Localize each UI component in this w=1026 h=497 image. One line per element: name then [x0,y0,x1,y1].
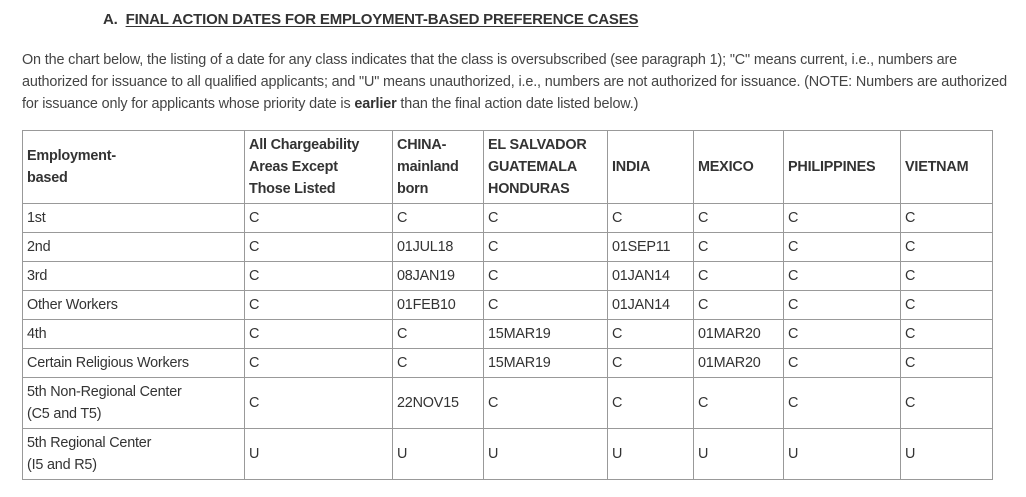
table-cell: C [694,378,784,429]
table-cell: C [245,349,393,378]
table-header-row [23,131,993,204]
table-cell: C [393,320,484,349]
header-mexico: MEXICO [694,131,784,204]
table-cell: C [484,204,608,233]
row-category: 3rd [23,262,245,291]
table-cell: 15MAR19 [484,349,608,378]
table-cell: C [245,378,393,429]
table-cell: 15MAR19 [484,320,608,349]
table-cell: C [608,349,694,378]
table-row [23,291,993,320]
table-cell: C [901,349,993,378]
table-cell: C [694,233,784,262]
intro-emphasis: earlier [354,96,397,112]
table-cell: C [901,204,993,233]
row-category: 5th Non-Regional Center (C5 and T5) [23,378,245,429]
table-cell: C [784,233,901,262]
table-cell: C [484,291,608,320]
header-el-salvador-guatemala-honduras: EL SALVADOR GUATEMALA HONDURAS [484,131,608,204]
table-cell: C [245,320,393,349]
table-cell: C [784,349,901,378]
row-category: Other Workers [23,291,245,320]
section-title: FINAL ACTION DATES FOR EMPLOYMENT-BASED PREFERENCE CASES [125,11,639,28]
table-cell: C [901,320,993,349]
table-cell: 08JAN19 [393,262,484,291]
header-china: CHINA- mainland born [393,131,484,204]
row-category: 2nd [23,233,245,262]
row-category: Certain Religious Workers [23,349,245,378]
section-heading [103,11,638,28]
table-cell: C [245,262,393,291]
table-cell: C [901,291,993,320]
table-cell: C [245,233,393,262]
header-india: INDIA [608,131,694,204]
section-prefix: A. [103,11,118,28]
table-cell: C [484,233,608,262]
table-cell: C [784,291,901,320]
table-cell: C [694,204,784,233]
intro-paragraph [22,49,1012,115]
table-cell: U [393,429,484,480]
table-cell: 01JAN14 [608,262,694,291]
table-cell: 01JAN14 [608,291,694,320]
intro-text-part1: On the chart below, the listing of a date for any class indicates that the class is oversubscribed (see paragraph 1); "C" means current, i.e., numbers are authorized for issuance to all qualified applicants; and "U" means unauthorized, i.e., numbers are not authorized for issuance. (NOTE: Numbers are authorized for issuance only for applicants whose priority date is [22,52,1007,112]
table-cell: U [484,429,608,480]
table-cell: C [901,262,993,291]
table-cell: C [901,378,993,429]
header-employment-based: Employment- based [23,131,245,204]
table-cell: 01JUL18 [393,233,484,262]
table-cell: C [608,378,694,429]
table-cell: C [608,320,694,349]
table-cell: C [484,378,608,429]
header-all-chargeability: All Chargeability Areas Except Those Listed [245,131,393,204]
header-philippines: PHILIPPINES [784,131,901,204]
table-row [23,262,993,291]
table-cell: C [245,291,393,320]
row-category: 4th [23,320,245,349]
row-category: 5th Regional Center (I5 and R5) [23,429,245,480]
table-cell: C [784,262,901,291]
intro-text-part2: than the final action date listed below.) [396,96,639,112]
table-row [23,320,993,349]
table-cell: U [608,429,694,480]
table-cell: C [608,204,694,233]
table-cell: C [694,262,784,291]
table-row [23,349,993,378]
table-cell: C [393,204,484,233]
table-cell: C [393,349,484,378]
final-action-dates-table [22,130,993,480]
table-cell: 01SEP11 [608,233,694,262]
table-cell: C [694,291,784,320]
table-cell: C [784,378,901,429]
table-row [23,429,993,480]
table-row [23,378,993,429]
header-vietnam: VIETNAM [901,131,993,204]
table-row [23,204,993,233]
table-cell: C [784,204,901,233]
table-cell: U [245,429,393,480]
table-cell: 01MAR20 [694,349,784,378]
row-category: 1st [23,204,245,233]
table-cell: 01MAR20 [694,320,784,349]
table-cell: C [901,233,993,262]
table-cell: C [245,204,393,233]
table-cell: C [784,320,901,349]
table-cell: U [901,429,993,480]
table-cell: 22NOV15 [393,378,484,429]
table-row [23,233,993,262]
table-cell: C [484,262,608,291]
table-cell: 01FEB10 [393,291,484,320]
table-cell: U [784,429,901,480]
table-cell: U [694,429,784,480]
